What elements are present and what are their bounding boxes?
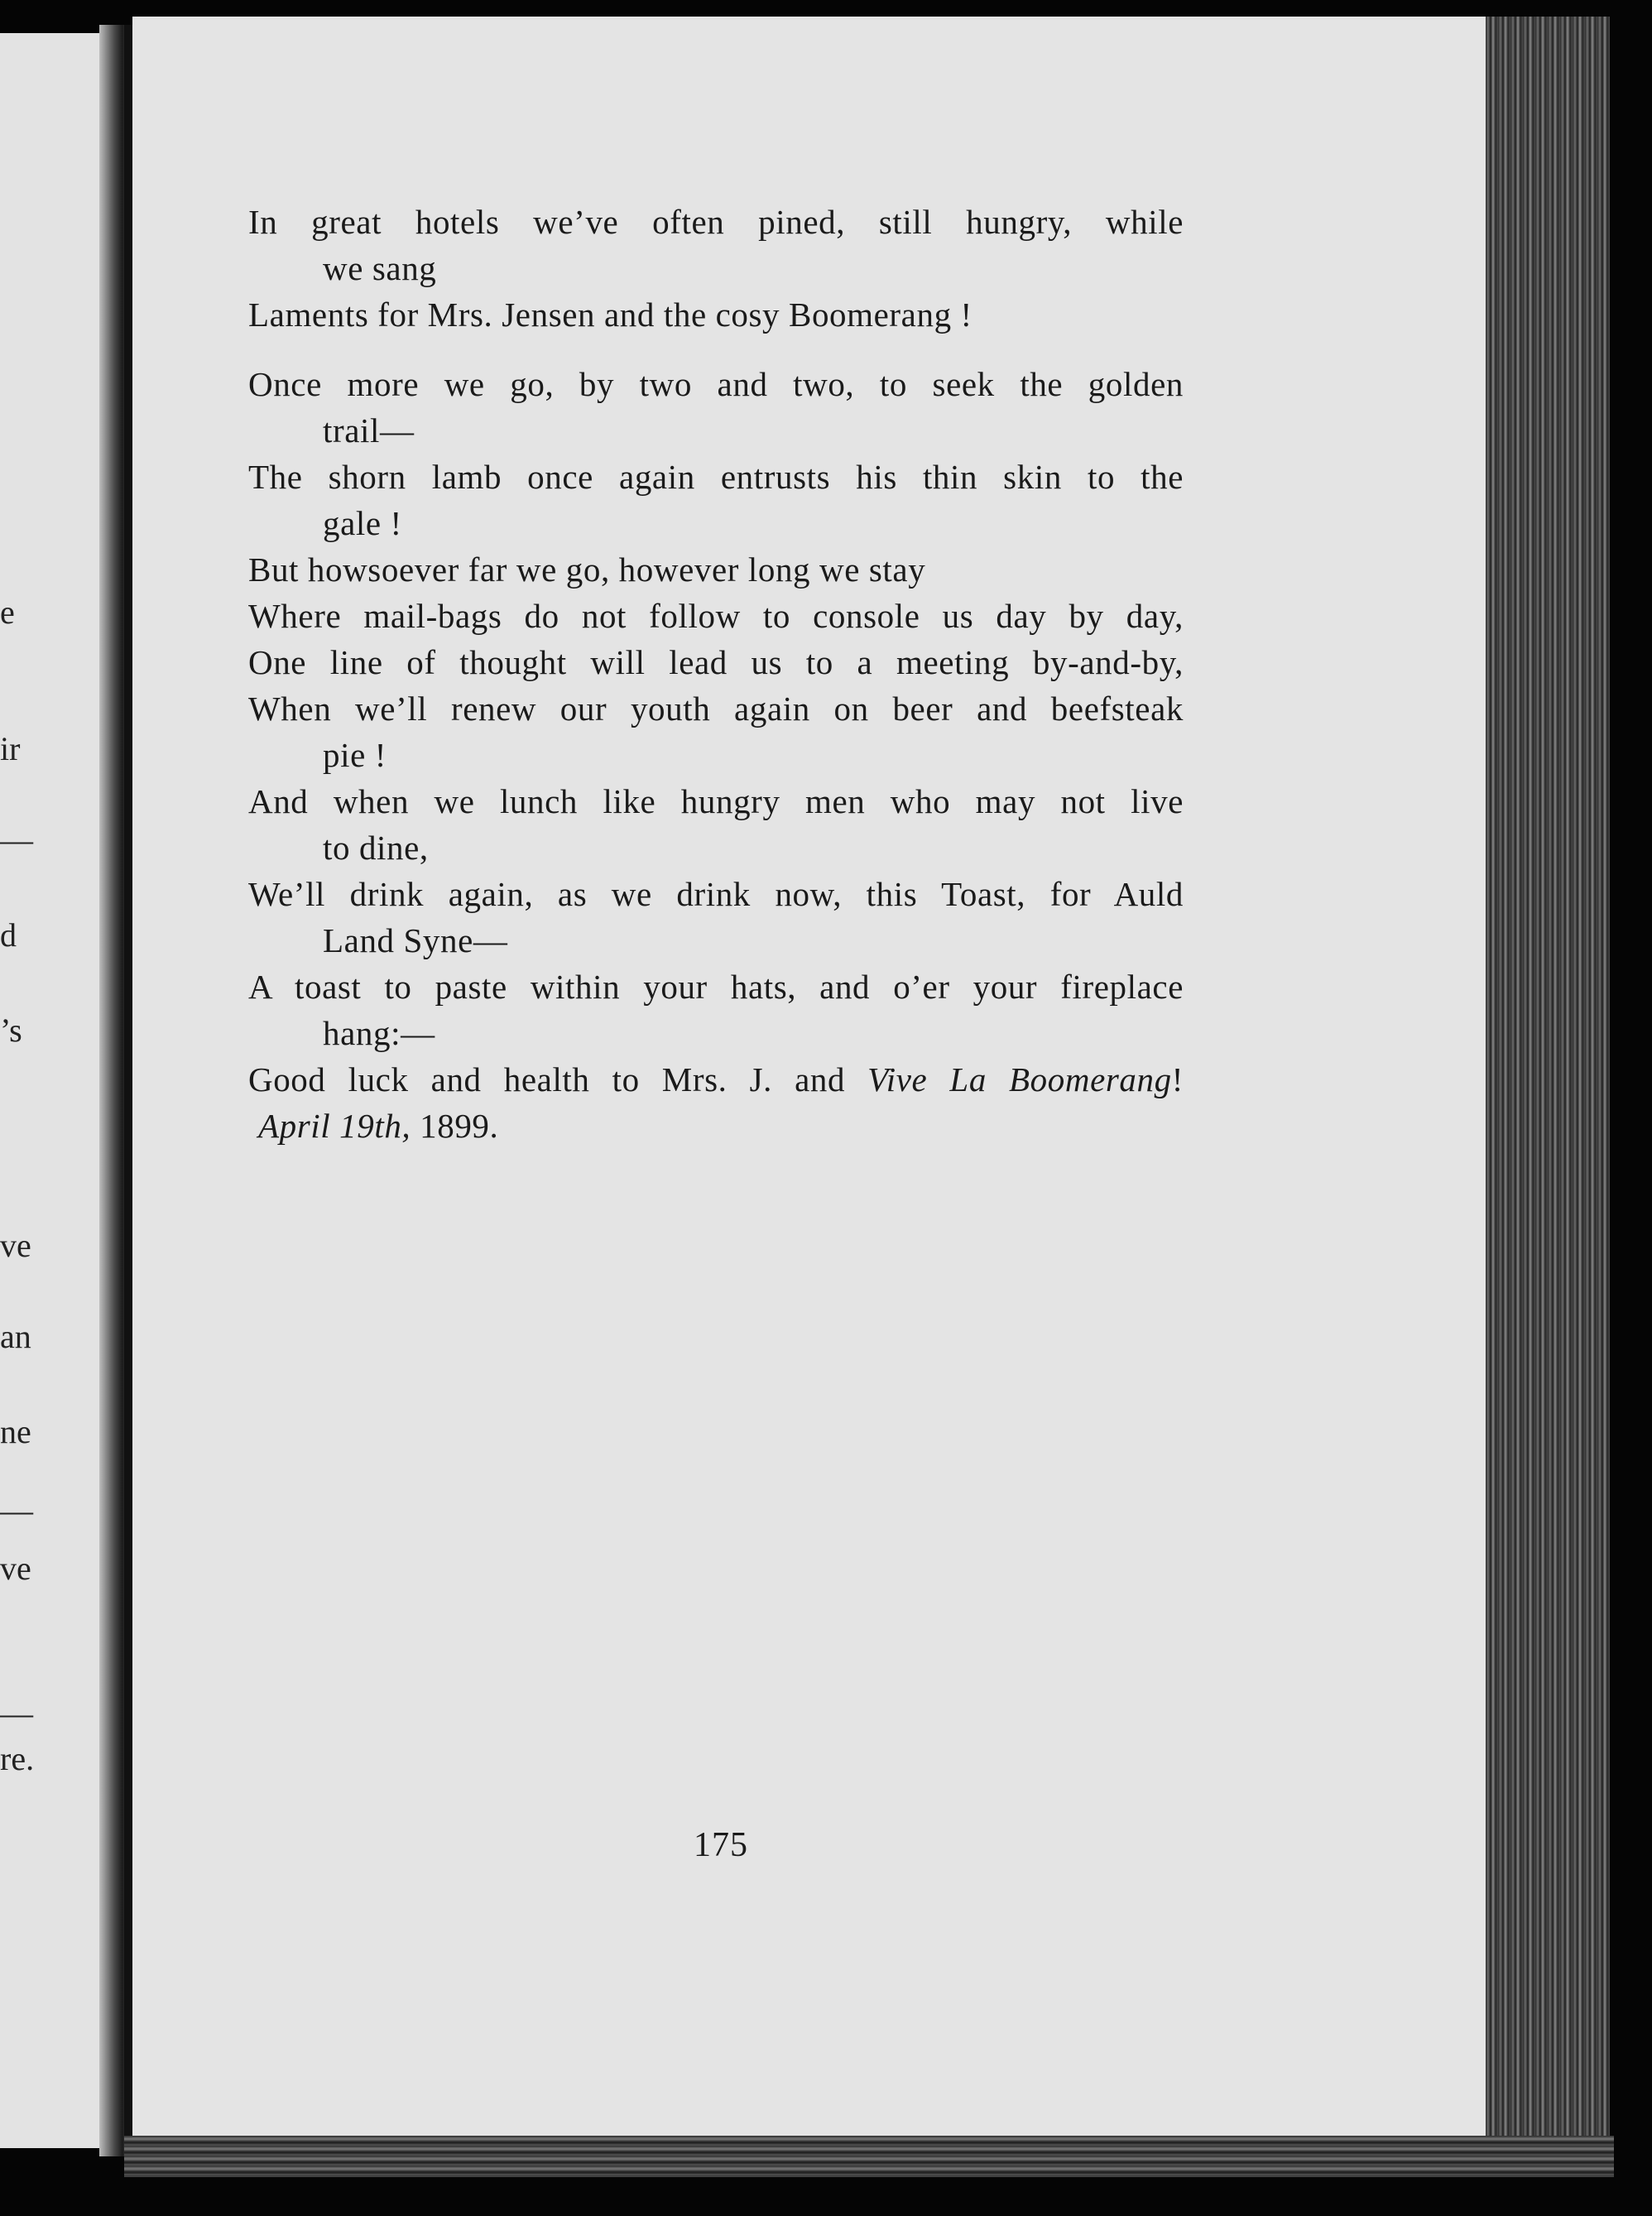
poem-date-day: April 19th, [258, 1107, 411, 1145]
verse-line: Laments for Mrs. Jensen and the cosy Boomerang ! [248, 296, 972, 334]
left-fragment: — [0, 821, 33, 858]
book-spine [124, 25, 132, 2161]
verse-line: Where mail-bags do not follow to console us day by day, [248, 597, 1184, 635]
verse-line-final [248, 1056, 1184, 1103]
left-page-text-fragments [0, 0, 50, 2216]
left-fragment: ve [0, 1550, 31, 1587]
verse-line: We’ll drink again, as we drink now, this Toast, for Auld [248, 875, 1184, 913]
verse-text: Good luck and health to Mrs. J. and [248, 1060, 868, 1098]
left-fragment: — [0, 1694, 33, 1732]
poem-date-year: 1899. [411, 1107, 499, 1145]
left-fragment: re. [0, 1740, 35, 1777]
left-fragment: d [0, 916, 17, 954]
verse-line: A toast to paste within your hats, and o’er your fireplace [248, 968, 1184, 1006]
left-fragment: ve [0, 1227, 31, 1264]
left-fragment: e [0, 594, 15, 631]
left-fragment: ne [0, 1413, 31, 1450]
left-fragment: ’s [0, 1012, 22, 1049]
verse-line: When we’ll renew our youth again on beer and beefsteak [248, 690, 1184, 728]
verse-line: And when we lunch like hungry men who may not live [248, 782, 1184, 820]
left-fragment: — [0, 1492, 33, 1529]
verse-line: Once more we go, by two and two, to seek the golden [248, 365, 1184, 403]
verse-turnover: Land Syne— [323, 921, 508, 959]
verse-text: ! [1171, 1060, 1184, 1098]
verse-turnover: hang:— [323, 1014, 435, 1052]
verse-line: One line of thought will lead us to a meeting by-and-by, [248, 643, 1184, 681]
verse-turnover: pie ! [323, 736, 387, 774]
verse-italic-text: Vive La Boomerang [867, 1060, 1172, 1098]
verse-turnover: gale ! [323, 504, 402, 542]
verse-turnover: we sang [323, 249, 437, 287]
page-block-edge [1486, 17, 1610, 2169]
left-fragment: an [0, 1318, 31, 1355]
left-fragment: ir [0, 730, 21, 767]
stanza-2 [248, 361, 1184, 1149]
verse-turnover: to dine, [323, 829, 429, 867]
poem-date [248, 1103, 1184, 1149]
verse-turnover: trail— [323, 411, 415, 449]
stanza-1 [248, 199, 1184, 338]
page-number: 175 [694, 1826, 748, 1864]
page-bottom-edge [124, 2136, 1614, 2177]
poem-text-block [248, 199, 1184, 1149]
verse-line: But howsoever far we go, however long we stay [248, 550, 926, 589]
verse-line: The shorn lamb once again entrusts his thin skin to the [248, 458, 1184, 496]
verse-line: In great hotels we’ve often pined, still hungry, while [248, 203, 1184, 241]
